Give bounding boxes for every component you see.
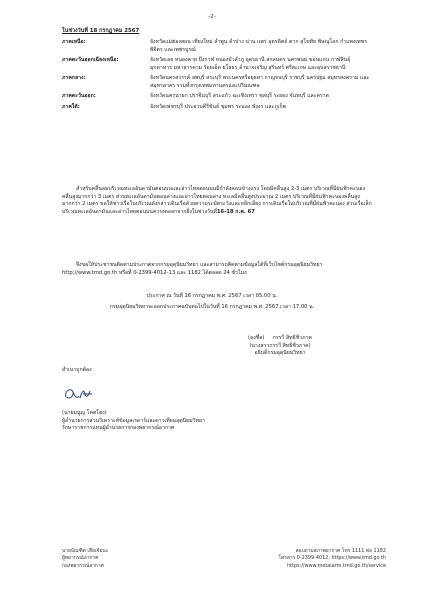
region-provinces: จังหวัดเพชรบุรี ประจวบคีรีขันธ์ ชุมพร ระนอง พังงา และภูเก็ต: [150, 103, 287, 110]
signature-block: [200, 335, 360, 358]
signed-name: กรรวี สิทธิชีวภาค: [272, 335, 312, 341]
footer-left: [62, 548, 108, 570]
footer-contact-fax: โทรสาร 0-2399-4012, https://www.tmd.go.th: [278, 555, 386, 562]
signed-label: (ลงชื่อ): [248, 335, 265, 341]
footer-division: กองพยากรณ์อากาศ: [62, 562, 104, 569]
sea-conditions-dates: 16-18 ก.ค. 67: [216, 208, 255, 215]
certifier-title: ผู้อำนวยการส่วนวิเคราะห์ข้อมูลเรดาร์และดาวเทียมอุตุนิยมวิทยา: [62, 417, 205, 424]
region-label: ภาคกลาง:: [62, 75, 86, 82]
footer-forecaster-role: ผู้พยากรณ์อากาศ: [62, 555, 99, 562]
certified-copy-note: สำเนาถูกต้อง: [62, 367, 92, 373]
period-heading: ในช่วงวันที่ 18 กรกฎาคม 2567: [62, 28, 140, 34]
region-east: [62, 93, 372, 101]
footer-service-url: https://www.metalarm.tmd.go.th/service: [286, 562, 386, 569]
region-label: ภาคตะวันออก:: [62, 93, 96, 100]
follow-up-paragraph: จึงขอให้ประชาชนติดตามประกาศจากกรมอุตุนิยมวิทยา และสามารถติดตามข้อมูลได้ที่เว็บไซต์กรมอุตุนิยมวิทยา http://www.tmd.go.th หรือที่ 0-2399-4012-13 และ 1182 ได้ตลอด 24 ชั่วโมง: [62, 262, 323, 276]
region-provinces: จังหวัดนครสวรรค์ ลพบุรี สระบุรี พระนครศรีอยุธยา กาญจนบุรี ราชบุรี นครปฐม สมุทรสงคราม และสมุทรสาคร รวมทั้งกรุงเทพมหานครและปริมณฑล: [150, 75, 370, 89]
footer-contact-phone: สอบถามสภาพอากาศ โทร 1111 ต่อ 1182: [295, 548, 386, 554]
certifier-block: [62, 410, 205, 433]
page-number: -2-: [208, 14, 216, 20]
region-label: ภาคใต้:: [62, 103, 80, 110]
handwritten-initials: [62, 385, 96, 403]
region-north: [62, 39, 372, 54]
sea-conditions-paragraph: [62, 186, 372, 216]
next-bulletin-note: กรมอุตุนิยมวิทยาจะออกประกาศฉบับต่อไปในวันที่ 16 กรกฎาคม พ.ศ. 2567 เวลา 17.00 น.: [109, 304, 315, 310]
region-provinces: จังหวัดแม่ฮ่องสอน เชียงใหม่ ลำพูน ลำปาง น่าน แพร่ อุตรดิตถ์ ตาก สุโขทัย พิษณุโลก กำแพงเพชร พิจิตร และเพชรบูรณ์: [150, 39, 367, 53]
signature-line: [200, 335, 360, 343]
region-south: [62, 104, 372, 112]
certifier-name: (นายมนูญ โคตโฮง): [62, 410, 107, 416]
announcement-date: ประกาศ ณ วันที่ 16 กรกฎาคม พ.ศ. 2567 เวลา 05.00 น.: [146, 293, 278, 299]
footer-forecaster-name: นายบัณฑิต เสือเจ้ยนะ: [62, 548, 109, 554]
footer-right: [228, 548, 386, 570]
region-label: ภาคตะวันออกเฉียงเหนือ:: [62, 57, 119, 64]
region-label: ภาคเหนือ:: [62, 39, 86, 45]
signer-position: อธิบดีกรมอุตุนิยมวิทยา: [254, 350, 306, 357]
region-list: [62, 39, 372, 114]
region-central: [62, 75, 372, 90]
region-northeast: [62, 57, 372, 72]
region-provinces: จังหวัดนครนายก ปราจีนบุรี สระแก้ว ฉะเชิงเทรา ชลบุรี ระยอง จันทบุรี และตราด: [150, 93, 329, 100]
sea-conditions-text: สำหรับคลื่นลมบริเวณทะเลอันดามันตอนบนและอ่าวไทยตอนบนมีกำลังค่อนข้างแรง โดยมีคลื่นสูง 2-3 เมตร บริเวณที่มีฝนฟ้าคะนองคลื่นสูงมากกว่า 3 เมตร ส่วนทะเลอันดามันตอนล่างและอ่าวไทยตอนล่าง ทะเลมีคลื่นสูงประมาณ 2 เมตร บริเวณที่มีฝนฟ้าคะนองคลื่นสูงมากกว่า 2 เมตร ขอให้ชาวเรือในบริเวณดังกล่าวเดินเรือด้วยความระมัดระวังและหลีกเลี่ยง การเดินเรือในบริเวณที่มีฝนฟ้าคะนอง ส่วนเรือเล็กบริเวณทะเลอันดามันและอ่าวไทยตอนบนควรงดออกจากฝั่งในช่วงวันที่: [62, 186, 372, 215]
signer-full-name: (นางสาวกรรวี สิทธิชีวภาค): [249, 342, 311, 349]
region-provinces: จังหวัดเลย หนองคาย บึงกาฬ หนองบัวลำภู อุดรธานี สกลนคร นครพนม ขอนแก่น กาฬสินธุ์ มุกดาหาร มหาสารคาม ร้อยเอ็ด ยโสธร อำนาจเจริญ สุรินทร์ ศรีสะเกษ และอุบลราชธานี: [150, 57, 351, 71]
certifier-acting-title: รักษาราชการแทนผู้อำนวยการกองพยากรณ์อากาศ: [62, 425, 175, 432]
